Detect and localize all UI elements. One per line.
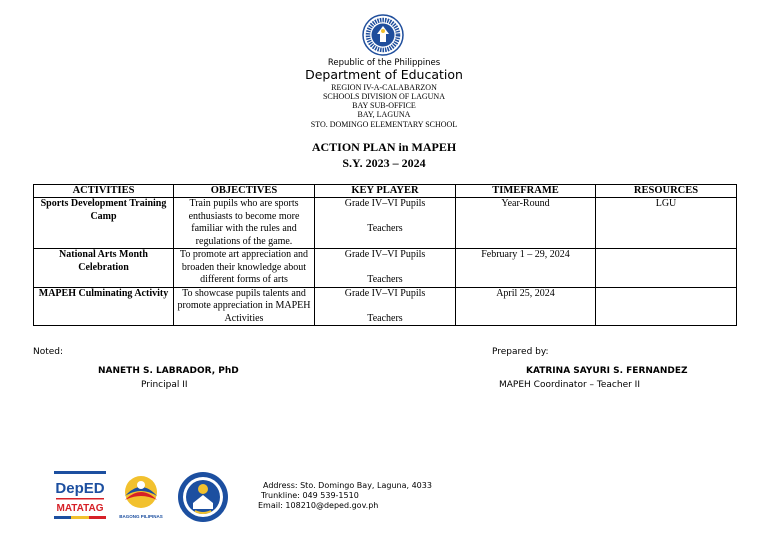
school-address: Address: Sto. Domingo Bay, Laguna, 4033 bbox=[263, 481, 432, 490]
column-header-timeframe: TIMEFRAME bbox=[456, 185, 596, 198]
document-title: ACTION PLAN in MAPEH bbox=[311, 140, 457, 154]
noted-label: Noted: bbox=[33, 347, 64, 357]
key-player-teachers: Teachers bbox=[367, 312, 403, 324]
timeframe-cell: Year-Round bbox=[456, 198, 596, 249]
matatag-logo-text: MATATAG bbox=[56, 503, 104, 514]
timeframe-cell: April 25, 2024 bbox=[456, 287, 596, 326]
department-name: Department of Education bbox=[305, 67, 463, 82]
table-header-row bbox=[34, 185, 737, 198]
key-player-cell bbox=[315, 249, 456, 288]
activity-cell: Sports Development Training Camp bbox=[34, 198, 174, 249]
timeframe-cell: February 1 – 29, 2024 bbox=[456, 249, 596, 288]
key-player-pupils: Grade IV–VI Pupils bbox=[344, 287, 426, 299]
key-player-teachers: Teachers bbox=[367, 223, 403, 234]
key-player-cell bbox=[315, 198, 456, 249]
prepared-signatory-name: KATRINA SAYURI S. FERNANDEZ bbox=[526, 366, 688, 376]
resources-cell: LGU bbox=[596, 198, 737, 249]
key-player-teachers: Teachers bbox=[367, 274, 403, 285]
school-year: S.Y. 2023 – 2024 bbox=[342, 156, 426, 170]
resources-cell bbox=[596, 287, 737, 326]
deped-matatag-logo-icon bbox=[54, 471, 106, 521]
table-row bbox=[34, 287, 737, 326]
key-player-pupils: Grade IV–VI Pupils bbox=[344, 249, 426, 260]
sub-office-label: BAY SUB-OFFICE bbox=[352, 101, 416, 110]
bagong-pilipinas-logo-icon bbox=[117, 472, 165, 522]
resources-cell bbox=[596, 249, 737, 288]
key-player-cell bbox=[315, 287, 456, 326]
school-trunkline: Trunkline: 049 539-1510 bbox=[261, 491, 359, 500]
location-label: BAY, LAGUNA bbox=[357, 110, 411, 119]
objective-cell: Train pupils who are sports enthusiasts to become more familiar with the rules and regulations of the game. bbox=[174, 198, 315, 249]
bagong-pilipinas-text: BAGONG PILIPINAS bbox=[119, 514, 163, 519]
column-header-resources: RESOURCES bbox=[596, 185, 737, 198]
key-player-pupils: Grade IV–VI Pupils bbox=[344, 198, 426, 209]
noted-signatory-position: Principal II bbox=[141, 380, 188, 390]
noted-signatory-name: NANETH S. LABRADOR, PhD bbox=[98, 366, 239, 376]
school-email: Email: 108210@deped.gov.ph bbox=[258, 501, 379, 510]
table-row bbox=[34, 249, 737, 288]
column-header-activities: ACTIVITIES bbox=[34, 185, 174, 198]
prepared-by-label: Prepared by: bbox=[492, 347, 549, 357]
deped-seal-icon bbox=[362, 14, 404, 56]
activity-cell: MAPEH Culminating Activity bbox=[34, 287, 174, 326]
deped-logo-text: DepED bbox=[55, 480, 105, 497]
prepared-signatory-position: MAPEH Coordinator – Teacher II bbox=[499, 380, 640, 390]
school-name: STO. DOMINGO ELEMENTARY SCHOOL bbox=[310, 120, 458, 129]
division-label: SCHOOLS DIVISION OF LAGUNA bbox=[322, 92, 445, 101]
table-row bbox=[34, 198, 737, 249]
school-seal-icon bbox=[177, 471, 229, 523]
republic-label: Republic of the Philippines bbox=[327, 58, 441, 68]
objective-cell: To promote art appreciation and broaden their knowledge about different forms of arts bbox=[174, 249, 315, 288]
column-header-key-player: KEY PLAYER bbox=[315, 185, 456, 198]
region-label: REGION IV-A-CALABARZON bbox=[331, 83, 437, 92]
activity-cell: National Arts Month Celebration bbox=[34, 249, 174, 288]
column-header-objectives: OBJECTIVES bbox=[174, 185, 315, 198]
action-plan-table bbox=[33, 184, 737, 326]
objective-cell: To showcase pupils talents and promote appreciation in MAPEH Activities bbox=[174, 287, 315, 326]
